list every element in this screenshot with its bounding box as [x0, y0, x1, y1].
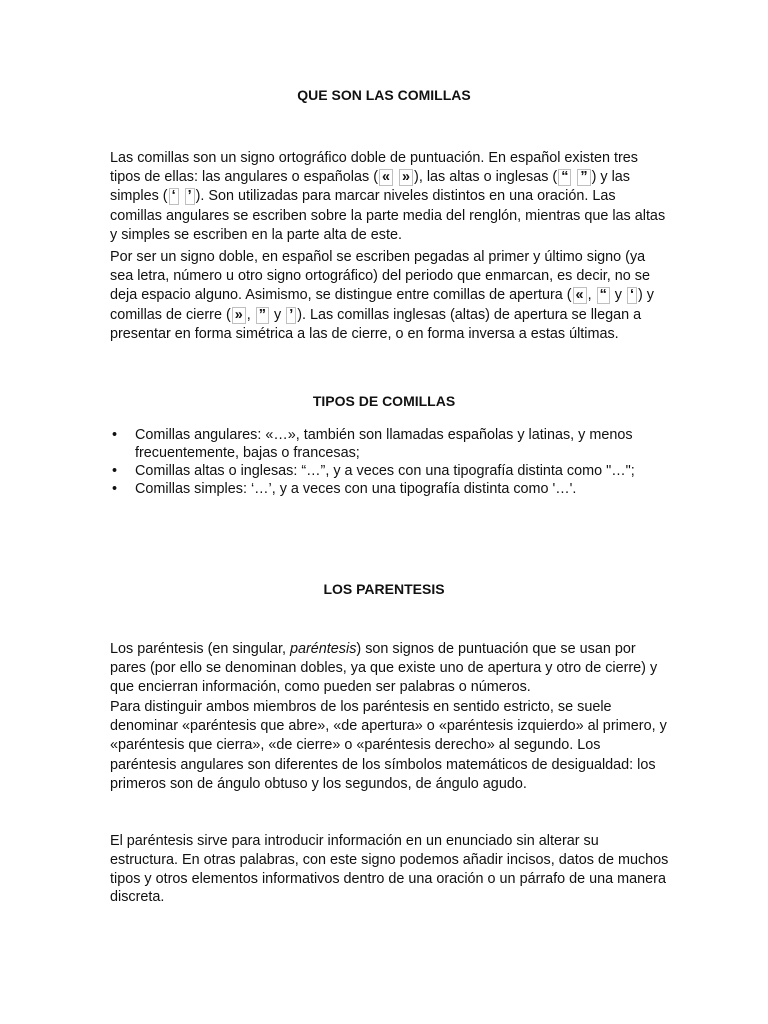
text-run: y: [269, 306, 286, 323]
single-close-quote-mark: ’: [185, 188, 195, 205]
text-run: Las comillas son un signo ortográfico doble de puntuación. En español existen tres tipos de ellas: las angulares o españolas (: [110, 150, 638, 186]
paragraph-parentesis-intro: [110, 640, 670, 698]
paragraph-comillas-uso: [110, 248, 670, 344]
text-run: ,: [246, 306, 255, 323]
bullet-icon: •: [112, 463, 118, 479]
single-open-quote-mark: ‘: [169, 188, 179, 205]
paragraph-parentesis-uso: El paréntesis sirve para introducir información en un enunciado sin alterar su estructura. En otras palabras, con este signo podemos añadir incisos, datos de muchos tipos y otros elementos informativos dentro de una oración o un párrafo de una manera discreta.: [110, 833, 669, 906]
text-run: ) y comillas de cierre (: [110, 287, 654, 323]
heading-que-son-las-comillas: QUE SON LAS COMILLAS: [297, 87, 471, 103]
bullet-icon: •: [112, 427, 118, 443]
text-run: ). Son utilizadas para marcar niveles distintos en una oración. Las comillas angulares se escriben sobre la parte media del renglón, mientras que las altas y simples se escriben en la parte alta de este.: [110, 188, 666, 243]
text-run: ), las altas o inglesas (: [414, 169, 558, 186]
text-run: ,: [587, 287, 596, 304]
angular-open-quote-mark: «: [379, 169, 393, 186]
list-item-text: Comillas altas o inglesas: “…”, y a veces con una tipografía distinta como "…";: [135, 463, 635, 479]
text-run: ) son signos de puntuación que se usan por pares (por ello se denominan dobles, ya que existe uno de apertura y otro de cierre) y que encierran información, como pueden ser palabras o números.: [110, 641, 658, 696]
emphasis-word: paréntesis: [290, 641, 357, 657]
list-item-text: Comillas simples: ‘…’, y a veces con una tipografía distinta como '…'.: [135, 481, 577, 497]
paragraph-parentesis-nombres: Para distinguir ambos miembros de los paréntesis en sentido estricto, se suele denominar «paréntesis que abre», «de apertura» o «paréntesis izquierdo» al primero, y «paréntesis que cierra», «de cierre» o «paréntesis derecho» al segundo. Los paréntesis angulares son diferentes de los símbolos matemáticos de desigualdad: los primeros son de ángulo obtuso y los segundos, de ángulo agudo.: [110, 699, 667, 792]
angular-open-quote-mark: «: [573, 287, 587, 304]
double-open-quote-mark: “: [597, 287, 610, 304]
list-item: [110, 426, 670, 462]
angular-close-quote-mark: »: [232, 307, 246, 324]
single-open-quote-mark: ‘: [627, 287, 637, 304]
heading-tipos-de-comillas: TIPOS DE COMILLAS: [312, 393, 456, 409]
double-open-quote-mark: “: [558, 169, 571, 186]
list-item: [110, 480, 670, 498]
list-item: [110, 462, 670, 480]
heading-los-parentesis: LOS PARENTESIS: [323, 581, 445, 597]
comillas-types-list: [110, 426, 670, 498]
double-close-quote-mark: ”: [256, 307, 269, 324]
text-run: ). Las comillas inglesas (altas) de apertura se llegan a presentar en forma simétrica a las de cierre, o en forma inversa a estas últimas.: [110, 306, 642, 342]
bullet-icon: •: [112, 481, 118, 497]
list-item-text: Comillas angulares: «…», también son llamadas españolas y latinas, y menos frecuentemente, bajas o francesas;: [135, 427, 633, 461]
text-run: y: [610, 287, 626, 304]
text-run: Los paréntesis (en singular,: [110, 641, 290, 657]
double-close-quote-mark: ”: [577, 169, 590, 186]
text-run: Por ser un signo doble, en español se escriben pegadas al primer y último signo (ya sea letra, número u otro signo ortográfico) del periodo que enmarcan, es decir, no se deja espacio alguno. Asimismo, se distingue entre comillas de apertura (: [110, 249, 650, 304]
single-close-quote-mark: ’: [286, 307, 296, 324]
text-run: ) y las simples (: [110, 169, 630, 205]
paragraph-comillas-intro: [110, 149, 670, 245]
angular-close-quote-mark: »: [399, 169, 413, 186]
